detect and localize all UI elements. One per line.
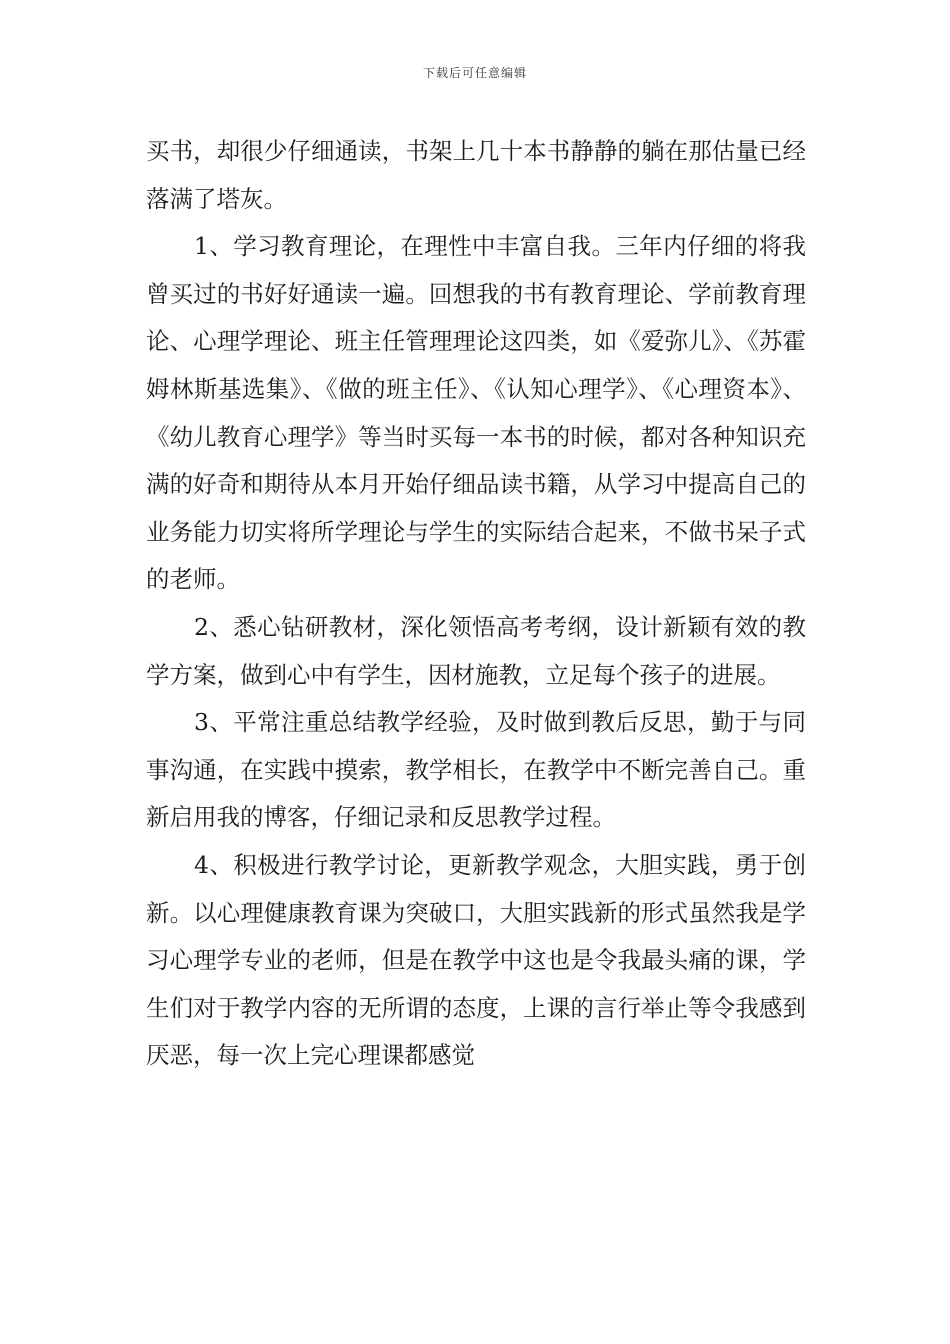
paragraph-item-1: 1、学习教育理论，在理性中丰富自我。三年内仔细的将我曾买过的书好好通读一遍。回想我的书有教育理论、学前教育理论、心理学理论、班主任管理理论这四类，如《爱弥儿》、《苏霍姆林斯基选集》、《做的班主任》、《认知心理学》、《心理资本》、《幼儿教育心理学》等当时买每一本书的时候，都对各种知识充满的好奇和期待从本月开始仔细品读书籍，从学习中提高自己的业务能力切实将所学理论与学生的实际结合起来，不做书呆子式的老师。 bbox=[146, 232, 806, 594]
paragraph-item-4: 4、积极进行教学讨论，更新教学观念，大胆实践，勇于创新。以心理健康教育课为突破口，大胆实践新的形式虽然我是学习心理学专业的老师，但是在教学中这也是令我最头痛的课，学生们对于教学内容的无所谓的态度，上课的言行举止等令我感到厌恶，每一次上完心理课都感觉 bbox=[146, 850, 806, 1070]
page-header: 下载后可任意编辑 bbox=[422, 66, 527, 80]
paragraph-continuation: 买书，却很少仔细通读，书架上几十本书静静的躺在那估量已经落满了塔灰。 bbox=[146, 137, 806, 213]
document-body bbox=[146, 128, 806, 1080]
paragraph-item-2: 2、悉心钻研教材，深化领悟高考考纲，设计新颖有效的教学方案，做到心中有学生，因材施教，立足每个孩子的进展。 bbox=[146, 612, 806, 689]
paragraph-item-3: 3、平常注重总结教学经验，及时做到教后反思，勤于与同事沟通，在实践中摸索，教学相长，在教学中不断完善自己。重新启用我的博客，仔细记录和反思教学过程。 bbox=[146, 708, 806, 832]
